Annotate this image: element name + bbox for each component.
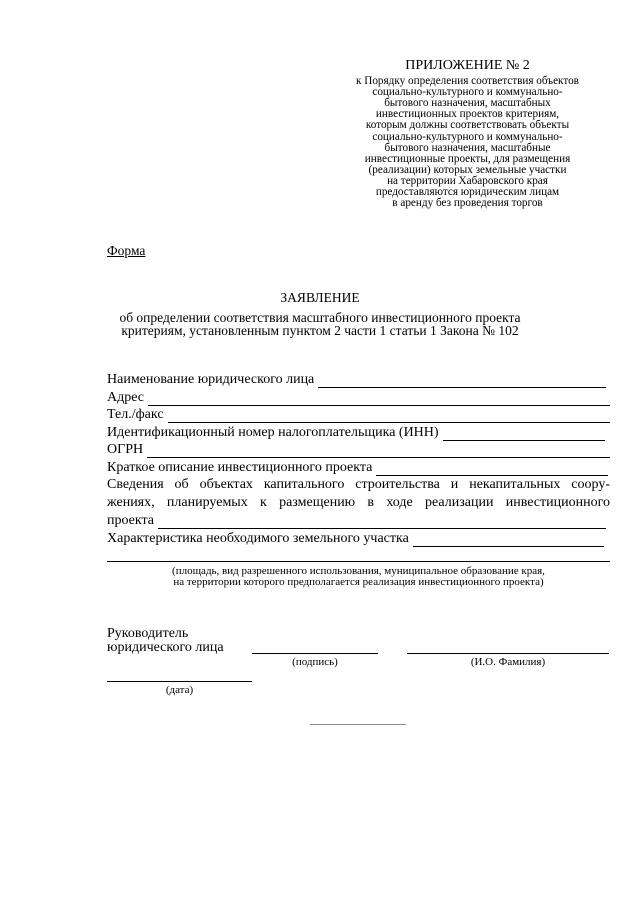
objects-line bbox=[158, 515, 606, 529]
phone-fax-line bbox=[168, 409, 610, 423]
signature-caption: (подпись) bbox=[292, 656, 338, 668]
appendix-line: (реализации) которых земельные участки bbox=[368, 163, 567, 176]
head-label-line2: юридического лица bbox=[107, 640, 224, 655]
land-hint-line2: на территории которого предполагается реализация инвестиционного проекта) bbox=[173, 576, 544, 588]
ogrn-row bbox=[107, 441, 610, 458]
objects-text-line3: проекта bbox=[107, 513, 154, 528]
address-line bbox=[148, 392, 610, 406]
appendix-line: социально-культурного и коммунально- bbox=[372, 130, 563, 143]
objects-text-line1: Сведения об объектах капитального строительства и некапитальных соору- bbox=[107, 477, 610, 492]
form-label: Форма bbox=[107, 243, 146, 258]
legal-entity-name-row bbox=[107, 371, 610, 388]
appendix-line: бытового назначения, масштабных bbox=[384, 97, 551, 110]
land-hint-line1: (площадь, вид разрешенного использования, муниципальное образование края, bbox=[172, 565, 545, 577]
land-plot-row bbox=[107, 530, 610, 547]
date-caption: (дата) bbox=[165, 684, 194, 696]
project-description-label: Краткое описание инвестиционного проекта bbox=[107, 460, 373, 475]
appendix-line: инвестиционных проектов критериям, bbox=[375, 108, 560, 121]
project-description-row bbox=[107, 459, 610, 476]
ogrn-label: ОГРН bbox=[107, 442, 144, 457]
appendix-line: социально-культурного и коммунально- bbox=[372, 86, 563, 99]
date-line bbox=[107, 681, 252, 682]
land-plot-extra-line bbox=[107, 561, 610, 562]
ogrn-line bbox=[147, 444, 610, 458]
inn-row bbox=[107, 424, 610, 441]
project-description-line bbox=[376, 462, 608, 476]
appendix-line: к Порядку определения соответствия объектов bbox=[356, 75, 579, 87]
closing-separator bbox=[310, 724, 406, 725]
full-name-line bbox=[407, 653, 609, 654]
appendix-line: которым должны соответствовать объекты bbox=[365, 119, 570, 132]
land-plot-label: Характеристика необходимого земельного участка bbox=[107, 531, 409, 546]
objects-text-line2: жениях, планируемых к размещению в ходе реализации инвестиционного bbox=[107, 495, 610, 510]
land-plot-line bbox=[413, 533, 604, 547]
address-label: Адрес bbox=[107, 390, 145, 405]
appendix-line: на территории Хабаровского края bbox=[387, 174, 548, 187]
appendix-line: предоставляются юридическим лицам bbox=[375, 186, 560, 198]
inn-label: Идентификационный номер налогоплательщика (ИНН) bbox=[107, 425, 439, 440]
appendix-title: ПРИЛОЖЕНИЕ № 2 bbox=[405, 58, 530, 73]
inn-line bbox=[443, 427, 605, 441]
legal-entity-name-label: Наименование юридического лица bbox=[107, 372, 315, 387]
statement-title: ЗАЯВЛЕНИЕ bbox=[280, 290, 360, 305]
appendix-line: инвестиционные проекты, для размещения bbox=[364, 152, 571, 165]
objects-row bbox=[107, 512, 610, 529]
phone-fax-row bbox=[107, 406, 610, 423]
signature-line bbox=[252, 653, 378, 654]
head-label-line1: Руководитель bbox=[107, 626, 189, 641]
statement-subtitle-line1: об определении соответствия масштабного инвестиционного проекта bbox=[119, 310, 521, 325]
full-name-caption: (И.О. Фамилия) bbox=[470, 656, 546, 668]
address-row bbox=[107, 389, 610, 406]
legal-entity-name-line bbox=[318, 374, 606, 388]
statement-subtitle-line2: критериям, установленным пунктом 2 части 1 статьи 1 Закона № 102 bbox=[121, 323, 519, 338]
appendix-line: в аренду без проведения торгов bbox=[392, 197, 543, 210]
appendix-line: бытового назначения, масштабные bbox=[384, 141, 551, 154]
phone-fax-label: Тел./факс bbox=[107, 407, 164, 422]
